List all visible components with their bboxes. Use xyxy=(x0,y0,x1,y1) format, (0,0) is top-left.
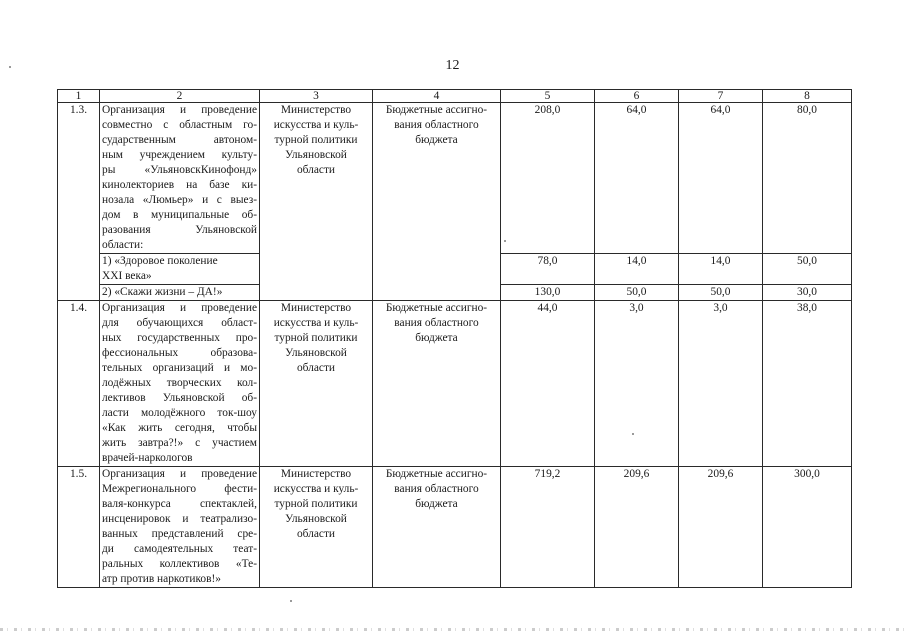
text-line: лективов Ульяновской об- xyxy=(102,392,257,404)
text-line: Министерство xyxy=(280,104,352,116)
value-cell: 38,0 xyxy=(763,301,852,467)
text-line: инсценировок и театрализо- xyxy=(102,513,257,525)
text-line: Министерство xyxy=(280,302,352,314)
text-line: фессиональных образова- xyxy=(102,347,257,359)
scan-speck xyxy=(504,240,506,242)
text-line: XXI века» xyxy=(102,270,152,282)
text-line: области xyxy=(296,164,336,176)
text-line: Организация и проведение xyxy=(102,468,257,480)
value-cell: 78,0 xyxy=(501,254,595,285)
text-line: бюджета xyxy=(415,498,458,510)
value-cell: 130,0 xyxy=(501,285,595,301)
text-line: Организация и проведение xyxy=(102,302,257,314)
text-line: Министерство xyxy=(280,468,352,480)
value-cell: 14,0 xyxy=(679,254,763,285)
text-line: валя-конкурса спектаклей, xyxy=(102,498,257,510)
budget-table xyxy=(57,89,852,588)
text-line: ди самодеятельных теат- xyxy=(102,543,257,555)
text-line: Ульяновской xyxy=(285,347,347,359)
value-cell: 3,0 xyxy=(595,301,679,467)
funding-source-cell xyxy=(373,301,501,467)
text-line: Бюджетные ассигно- xyxy=(385,104,488,116)
row-number: 1.5. xyxy=(58,467,100,588)
text-line: турной политики xyxy=(274,498,358,510)
header-cell: 5 xyxy=(501,90,595,103)
text-line: ральных коллективов «Те- xyxy=(102,558,257,570)
text-line: 2) «Скажи жизни – ДА!» xyxy=(102,286,223,298)
text-line: области: xyxy=(102,239,144,251)
value-cell: 44,0 xyxy=(501,301,595,467)
page-number: 12 xyxy=(445,58,460,73)
value-cell: 14,0 xyxy=(595,254,679,285)
value-cell: 300,0 xyxy=(763,467,852,588)
value-cell: 50,0 xyxy=(679,285,763,301)
text-line: Ульяновской xyxy=(285,513,347,525)
text-line: искусства и куль- xyxy=(273,483,359,495)
text-line: жить завтра?!» с участием xyxy=(102,437,257,449)
executor-cell xyxy=(260,103,373,301)
text-line: лодёжных творческих кол- xyxy=(102,377,257,389)
text-line: Организация и проведение xyxy=(102,104,257,116)
text-line: вания областного xyxy=(394,317,479,329)
value-cell: 80,0 xyxy=(763,103,852,254)
scan-speck xyxy=(632,433,634,435)
header-cell: 1 xyxy=(58,90,100,103)
value-cell: 208,0 xyxy=(501,103,595,254)
value-cell: 719,2 xyxy=(501,467,595,588)
funding-source-cell xyxy=(373,467,501,588)
text-line: вания областного xyxy=(394,119,479,131)
text-line: врачей-наркологов xyxy=(102,452,193,464)
text-line: 1) «Здоровое поколение xyxy=(102,255,218,267)
value-cell: 3,0 xyxy=(679,301,763,467)
scan-speck xyxy=(290,600,292,602)
text-line: Бюджетные ассигно- xyxy=(385,302,488,314)
text-line: атр против наркотиков!» xyxy=(102,573,221,585)
scan-noise xyxy=(0,628,905,631)
subrow-description xyxy=(100,254,260,285)
text-line: сударственным автоном- xyxy=(102,134,257,146)
text-line: бюджета xyxy=(415,332,458,344)
text-line: Ульяновской xyxy=(285,149,347,161)
text-line: нозала «Люмьер» и с выез- xyxy=(102,194,257,206)
text-line: ласти молодёжного ток-шоу xyxy=(102,407,257,419)
event-description xyxy=(100,467,260,588)
table-row xyxy=(58,301,852,467)
header-cell: 7 xyxy=(679,90,763,103)
text-line: ных государственных про- xyxy=(102,332,257,344)
text-line: для обучающихся област- xyxy=(102,317,257,329)
text-line: ным учреждением культу- xyxy=(102,149,257,161)
scan-speck xyxy=(9,66,11,68)
value-cell: 209,6 xyxy=(595,467,679,588)
value-cell: 50,0 xyxy=(763,254,852,285)
text-line: дом в муниципальные об- xyxy=(102,209,257,221)
header-cell: 6 xyxy=(595,90,679,103)
text-line: ванных представлений сре- xyxy=(102,528,257,540)
header-cell: 3 xyxy=(260,90,373,103)
table-row xyxy=(58,467,852,588)
subrow-description xyxy=(100,285,260,301)
text-line: области xyxy=(296,362,336,374)
text-line: Бюджетные ассигно- xyxy=(385,468,488,480)
text-line: турной политики xyxy=(274,332,358,344)
text-line: ры «УльяновскКинофонд» xyxy=(102,164,257,176)
header-cell: 4 xyxy=(373,90,501,103)
header-cell: 8 xyxy=(763,90,852,103)
row-number: 1.4. xyxy=(58,301,100,467)
text-line: разования Ульяновской xyxy=(102,224,257,236)
executor-cell xyxy=(260,301,373,467)
text-line: искусства и куль- xyxy=(273,119,359,131)
header-row xyxy=(58,90,852,103)
value-cell: 64,0 xyxy=(595,103,679,254)
text-line: тельных организаций и мо- xyxy=(102,362,257,374)
value-cell: 209,6 xyxy=(679,467,763,588)
event-description xyxy=(100,301,260,467)
text-line: совместно с областным го- xyxy=(102,119,257,131)
value-cell: 64,0 xyxy=(679,103,763,254)
table-body xyxy=(58,90,852,588)
text-line: искусства и куль- xyxy=(273,317,359,329)
text-line: «Как жить сегодня, чтобы xyxy=(102,422,257,434)
text-line: вания областного xyxy=(394,483,479,495)
text-line: Межрегионального фести- xyxy=(102,483,257,495)
value-cell: 50,0 xyxy=(595,285,679,301)
row-number: 1.3. xyxy=(58,103,100,301)
table-row xyxy=(58,103,852,254)
executor-cell xyxy=(260,467,373,588)
header-cell: 2 xyxy=(100,90,260,103)
text-line: кинолекториев на базе ки- xyxy=(102,179,257,191)
event-description xyxy=(100,103,260,254)
text-line: области xyxy=(296,528,336,540)
funding-source-cell xyxy=(373,103,501,301)
text-line: бюджета xyxy=(415,134,458,146)
text-line: турной политики xyxy=(274,134,358,146)
value-cell: 30,0 xyxy=(763,285,852,301)
